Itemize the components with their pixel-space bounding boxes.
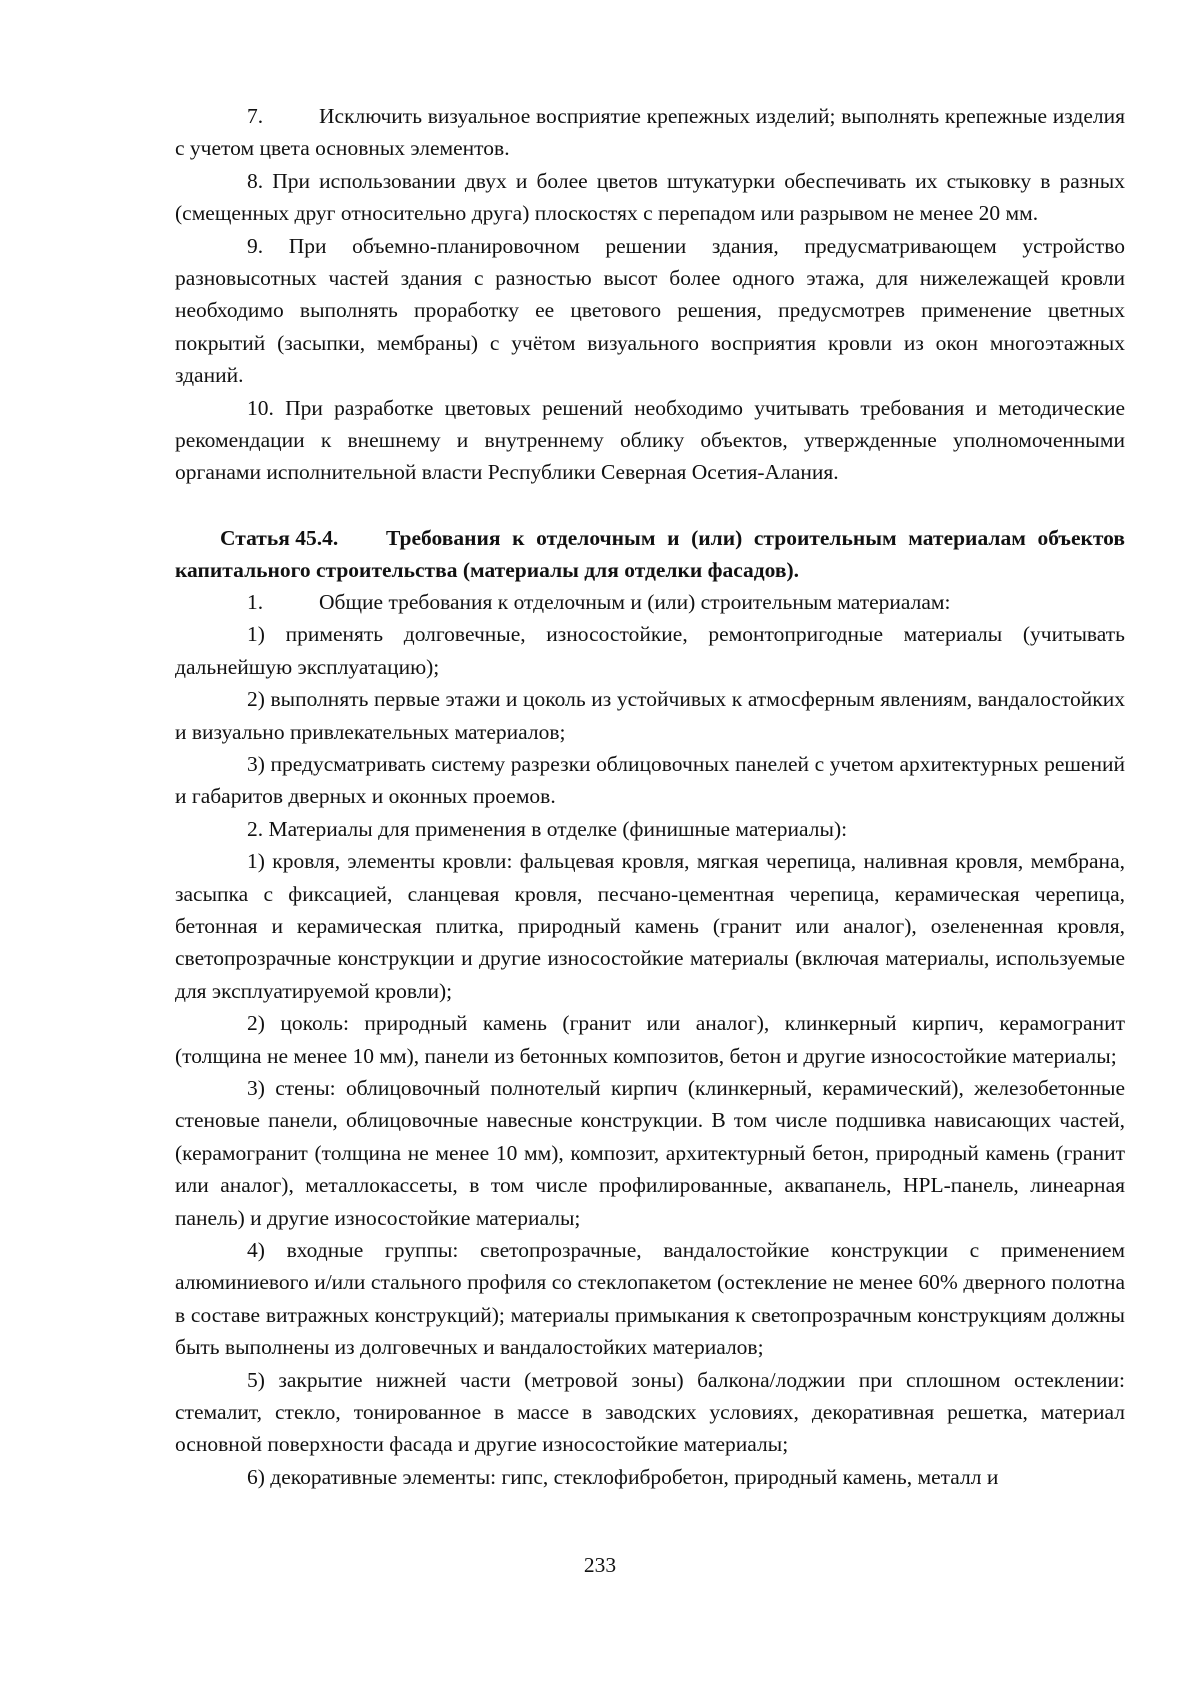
paragraph-subitem-2-3: 3) стены: облицовочный полнотелый кирпич (клинкерный, керамический), железобетонные стеновые панели, облицовочные навесные конструкции. В том числе подшивка нависающих частей, (керамогранит (толщина не менее 10 мм), композит, архитектурный бетон, природный камень (гранит или аналог), металлокассеты, в том числе профилированные, аквапанель, HPL-панель, линеарная панель) и другие износостойкие материалы;	[175, 1075, 1125, 1230]
paragraph-subitem-1-2: 2) выполнять первые этажи и цоколь из устойчивых к атмосферным явлениям, вандалостойких и визуально привлекательных материалов;	[175, 687, 1125, 744]
paragraph-subitem-1-3: 3) предусматривать систему разрезки облицовочных панелей с учетом архитектурных решений и габаритов дверных и оконных проемов.	[175, 751, 1125, 809]
section-spacer	[175, 489, 1125, 522]
paragraph-text: Общие требования к отделочным и (или) строительным материалам:	[319, 589, 951, 614]
item-number: 7.	[247, 104, 264, 128]
paragraph-subitem-2-6: 6) декоративные элементы: гипс, стеклофибробетон, природный камень, металл и	[247, 1464, 999, 1489]
paragraph-section-2: 2. Материалы для применения в отделке (финишные материалы):	[247, 816, 848, 841]
paragraph-item-8: 8. При использовании двух и более цветов штукатурки обеспечивать их стыковку в разных (смещенных друг относительно друга) плоскостях с перепадом или разрывом не менее 20 мм.	[175, 168, 1125, 226]
article-heading	[175, 522, 1125, 586]
paragraph-subitem-2-2: 2) цоколь: природный камень (гранит или аналог), клинкерный кирпич, керамогранит (толщина не менее 10 мм), панели из бетонных композитов, бетон и другие износостойкие материалы;	[175, 1011, 1125, 1068]
article-number: Статья 45.4.	[220, 525, 339, 550]
item-number: 1.	[247, 589, 264, 614]
paragraph-item-9: 9. При объемно-планировочном решении здания, предусматривающем устройство разновысотных частей здания с разностью высот более одного этажа, для нижележащей кровли необходимо выполнять проработку ее цветового решения, предусмотрев применение цветных покрытий (засыпки, мембраны) с учётом визуального восприятия кровли из окон многоэтажных зданий.	[175, 233, 1125, 388]
document-page	[175, 100, 1125, 1493]
paragraph-subitem-2-5: 5) закрытие нижней части (метровой зоны) балкона/лоджии при сплошном остеклении: стемалит, стекло, тонированное в массе в заводских условиях, декоративная решетка, материал основной поверхности фасада и другие износостойкие материалы;	[175, 1367, 1125, 1457]
paragraph-item-10: 10. При разработке цветовых решений необходимо учитывать требования и методические рекомендации к внешнему и внутреннему облику объектов, утвержденные уполномоченными органами исполнительной власти Республики Северная Осетия-Алания.	[175, 395, 1125, 485]
paragraph-item-7	[175, 100, 1125, 165]
paragraph-subitem-2-1: 1) кровля, элементы кровли: фальцевая кровля, мягкая черепица, наливная кровля, мембрана, засыпка с фиксацией, сланцевая кровля, песчано-цементная черепица, керамическая черепица, бетонная и керамическая плитка, природный камень (гранит или аналог), озелененная кровля, светопрозрачные конструкции и другие износостойкие материалы (включая материалы, используемые для эксплуатируемой кровли);	[175, 849, 1125, 1003]
paragraph-section-1	[175, 586, 1125, 618]
article-title: Требования к отделочным и (или) строительным материалам объектов капитального строительства (материалы для отделки фасадов).	[175, 525, 1125, 582]
paragraph-subitem-1-1: 1) применять долговечные, износостойкие, ремонтопригодные материалы (учитывать дальнейшую эксплуатацию);	[175, 622, 1125, 679]
paragraph-text: Исключить визуальное восприятие крепежных изделий; выполнять крепежные изделия с учетом цвета основных элементов.	[175, 104, 1125, 161]
paragraph-subitem-2-4: 4) входные группы: светопрозрачные, вандалостойкие конструкции с применением алюминиевого и/или стального профиля со стеклопакетом (остекление не менее 60% дверного полотна в составе витражных конструкций); материалы примыкания к светопрозрачным конструкциям должны быть выполнены из долговечных и вандалостойких материалов;	[175, 1238, 1125, 1360]
page-number: 233	[583, 1553, 617, 1577]
